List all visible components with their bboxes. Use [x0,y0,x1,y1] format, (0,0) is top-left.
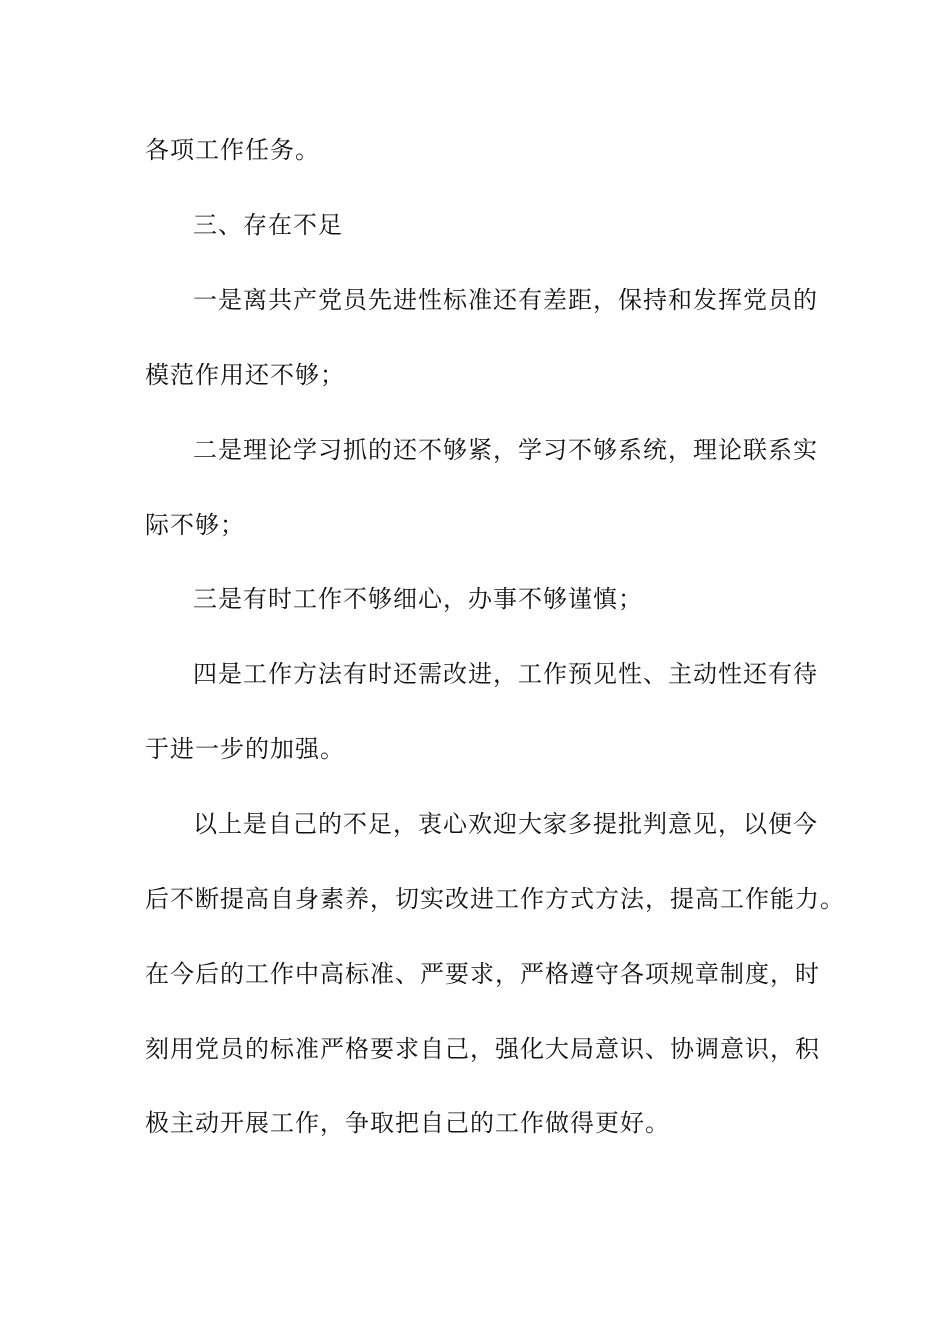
paragraph-line-continuation: 各项工作任务。 [145,136,320,164]
section-heading: 三、存在不足 [193,211,343,239]
paragraph-line: 一是离共产党员先进性标准还有差距，保持和发挥党员的 [193,286,818,314]
paragraph-line: 在今后的工作中高标准、严要求，严格遵守各项规章制度，时 [145,960,820,988]
paragraph-line: 极主动开展工作，争取把自己的工作做得更好。 [145,1109,670,1137]
paragraph-line: 三是有时工作不够细心，办事不够谨慎； [193,585,643,613]
paragraph-line: 于进一步的加强。 [145,735,345,763]
paragraph-line: 以上是自己的不足，衷心欢迎大家多提批判意见，以便今 [193,810,818,838]
paragraph-line: 际不够； [145,511,245,539]
paragraph-line: 刻用党员的标准严格要求自己，强化大局意识、协调意识，积 [145,1035,820,1063]
paragraph-line: 后不断提高自身素养，切实改进工作方式方法，提高工作能力。 [145,885,845,913]
paragraph-line: 四是工作方法有时还需改进，工作预见性、主动性还有待 [193,660,818,688]
paragraph-line: 二是理论学习抓的还不够紧，学习不够系统，理论联系实 [193,436,818,464]
paragraph-line: 模范作用还不够； [145,361,345,389]
